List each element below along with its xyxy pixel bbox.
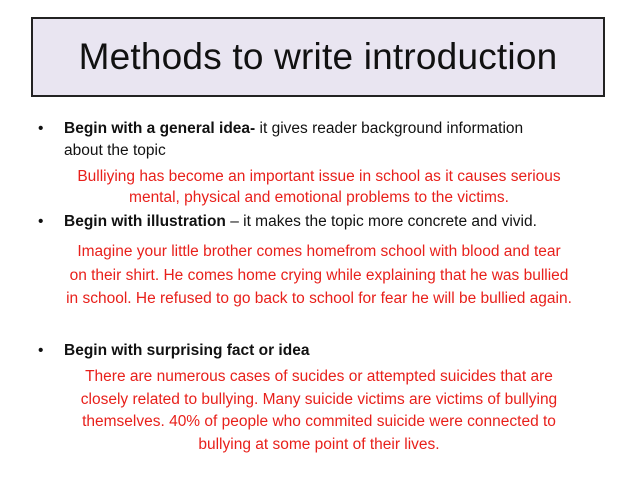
bullet-dot: •: [38, 213, 44, 230]
example-line: on their shirt. He comes home crying while explaining that he was bullied: [69, 266, 569, 284]
example-line: Imagine your little brother comes homefrom school with blood and tear: [77, 243, 561, 260]
bullet-heading: Begin with surprising fact or idea: [64, 342, 310, 359]
example-line: Bulliying has become an important issue in school as it causes serious: [77, 168, 561, 185]
bullet-description-line2: about the topic: [64, 142, 166, 159]
example-line: themselves. 40% of people who commited suicide were connected to: [82, 413, 556, 430]
example-line: There are numerous cases of sucides or attempted suicides that are: [85, 368, 553, 385]
example-line: closely related to bullying. Many suicide victims are victims of bullying: [80, 390, 558, 408]
bullet-heading: Begin with a general idea-: [64, 120, 256, 137]
example-illustration: [28, 240, 610, 311]
example-line: bullying at some point of their lives.: [198, 435, 440, 453]
bullet-dot: •: [38, 342, 44, 359]
bullet-heading: Begin with illustration: [64, 213, 226, 230]
bullet-dot: •: [38, 120, 44, 137]
bullet-description: it gives reader background information: [255, 120, 524, 137]
bullet-description: – it makes the topic more concrete and vivid.: [225, 213, 537, 230]
example-line: mental, physical and emotional problems to the victims.: [129, 189, 509, 206]
title-box: [31, 17, 605, 97]
slide-title: Methods to write introduction: [78, 36, 558, 77]
example-general-idea: [30, 166, 608, 208]
example-line: in school. He refused to go back to school for fear he will be bullied again.: [66, 290, 572, 307]
example-surprising-fact: [30, 366, 608, 456]
